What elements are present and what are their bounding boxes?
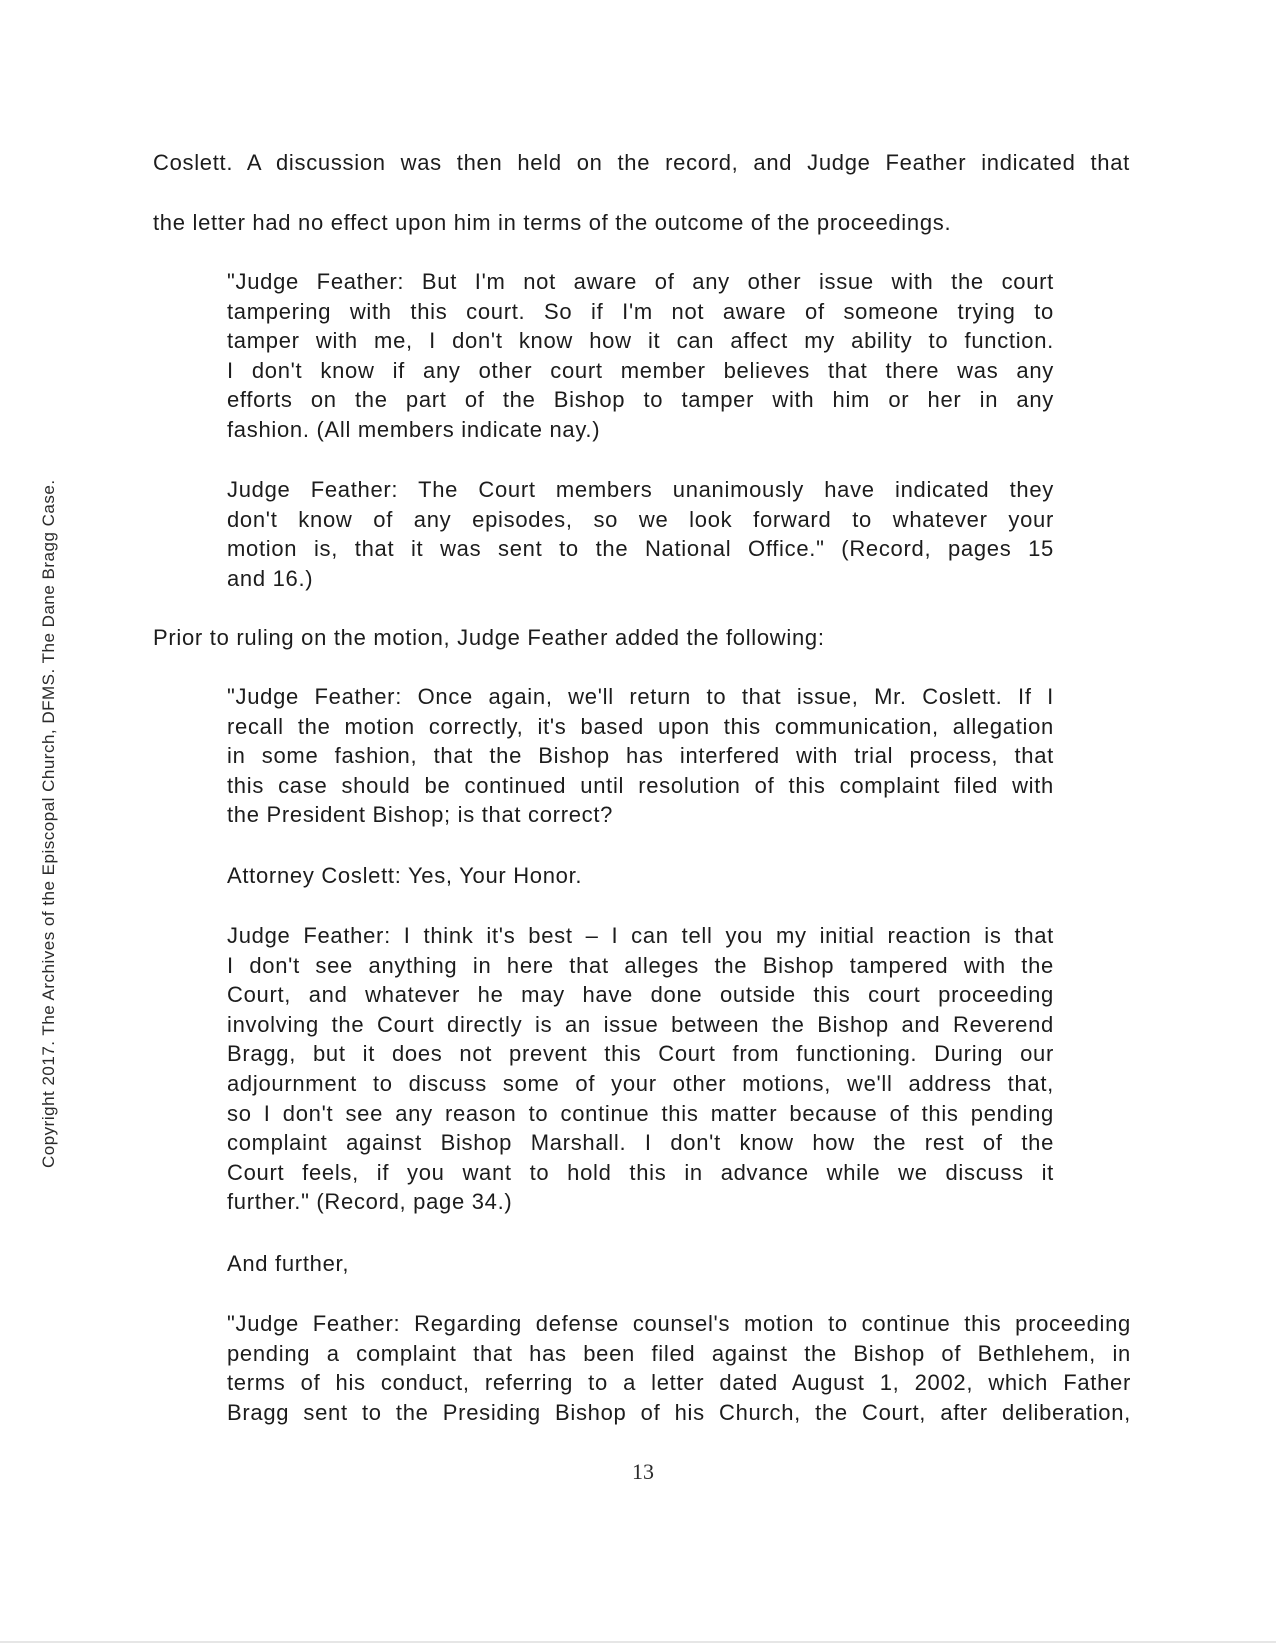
intro-line: the letter had no effect upon him in terms of the outcome of the proceedings. [153, 210, 952, 235]
quote-line: fashion. (All members indicate nay.) [227, 416, 601, 442]
quote-line: Bragg, but it does not prevent this Court from functioning. During our [227, 1041, 1054, 1067]
quote-line: Bragg sent to the Presiding Bishop of his Church, the Court, after deliberation, [227, 1399, 1131, 1425]
quote-line: tamper with me, I don't know how it can affect my ability to function. [227, 328, 1054, 354]
quote-line: complaint against Bishop Marshall. I don't know how the rest of the [227, 1130, 1054, 1156]
quote-line: don't know of any episodes, so we look forward to whatever your [227, 506, 1054, 532]
body-line: Prior to ruling on the motion, Judge Feather added the following: [153, 625, 825, 650]
quote-line: Judge Feather: I think it's best – I can tell you my initial reaction is that [227, 923, 1054, 948]
copyright-sidebar: Copyright 2017. The Archives of the Episcopal Church, DFMS. The Dane Bragg Case. [39, 479, 58, 1169]
quote-line: "Judge Feather: Regarding defense counsel's motion to continue this proceeding [227, 1311, 1131, 1336]
quote-line: so I don't see any reason to continue this matter because of this pending [227, 1100, 1054, 1126]
quote-line: adjournment to discuss some of your other motions, we'll address that, [227, 1070, 1054, 1096]
quote-paragraph [227, 267, 1054, 445]
quote-line: in some fashion, that the Bishop has interfered with trial process, that [227, 743, 1054, 769]
quote-line: "Judge Feather: But I'm not aware of any other issue with the court [227, 269, 1054, 294]
body-line: And further, [227, 1251, 350, 1276]
quote-line: further." (Record, page 34.) [227, 1189, 513, 1215]
transition-paragraph [153, 623, 1130, 653]
quote-line: efforts on the part of the Bishop to tamper with him or her in any [227, 387, 1054, 413]
quote-line: this case should be continued until resolution of this complaint filed with [227, 772, 1054, 798]
quote-line: I don't see anything in here that alleges the Bishop tampered with the [227, 952, 1054, 978]
quote-line: recall the motion correctly, it's based upon this communication, allegation [227, 713, 1054, 739]
quote-line: motion is, that it was sent to the National Office." (Record, pages 15 [227, 536, 1054, 562]
quote-line: involving the Court directly is an issue between the Bishop and Reverend [227, 1011, 1054, 1037]
quote-paragraph [227, 1309, 1131, 1427]
quote-line: the President Bishop; is that correct? [227, 802, 614, 828]
quote-paragraph [227, 682, 1054, 830]
quote-paragraph [227, 861, 1054, 891]
quote-paragraph [227, 921, 1054, 1217]
quote-line: terms of his conduct, referring to a letter dated August 1, 2002, which Father [227, 1370, 1131, 1396]
quote-line: Attorney Coslett: Yes, Your Honor. [227, 863, 583, 888]
and-further-paragraph [227, 1249, 1054, 1279]
quote-line: Court feels, if you want to hold this in advance while we discuss it [227, 1159, 1054, 1185]
page-number: 13 [632, 1459, 654, 1484]
quote-line: and 16.) [227, 565, 314, 591]
intro-paragraph [153, 148, 1130, 268]
page-bottom-rule [0, 1641, 1276, 1643]
quote-line: Judge Feather: The Court members unanimously have indicated they [227, 477, 1054, 502]
quote-line: Court, and whatever he may have done outside this court proceeding [227, 982, 1054, 1008]
quote-line: I don't know if any other court member believes that there was any [227, 357, 1054, 383]
quote-line: pending a complaint that has been filed against the Bishop of Bethlehem, in [227, 1340, 1131, 1366]
quote-line: "Judge Feather: Once again, we'll return to that issue, Mr. Coslett. If I [227, 684, 1054, 709]
quote-paragraph [227, 475, 1054, 593]
intro-line: Coslett. A discussion was then held on the record, and Judge Feather indicated that [153, 150, 1130, 175]
quote-line: tampering with this court. So if I'm not aware of someone trying to [227, 298, 1054, 324]
